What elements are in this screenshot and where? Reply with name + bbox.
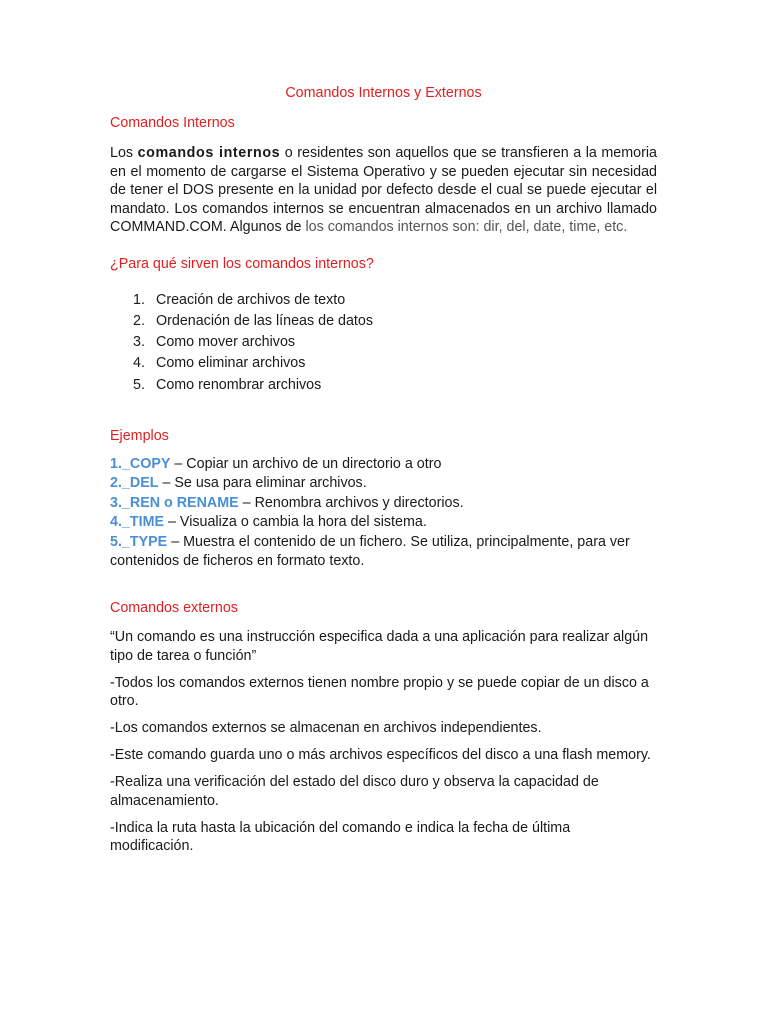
- externos-item: -Este comando guarda uno o más archivos específicos del disco a una flash memory.: [110, 747, 651, 764]
- list-item-number: 1.: [133, 291, 145, 308]
- heading-comandos-externos: Comandos externos: [110, 600, 238, 617]
- list-item: [110, 311, 657, 332]
- paragraph-comandos-internos: [110, 144, 657, 237]
- list-item: [110, 353, 657, 374]
- example-description: – Copiar un archivo de un directorio a otro: [170, 455, 442, 472]
- list-item: [110, 375, 657, 396]
- document-title: Comandos Internos y Externos: [285, 85, 482, 101]
- example-description: – Se usa para eliminar archivos.: [158, 475, 367, 492]
- externos-item: -Realiza una verificación del estado del disco duro y observa la capacidad de almacenamiento.: [110, 774, 599, 809]
- list-item-text: Como mover archivos: [156, 334, 296, 351]
- list-item-number: 4.: [133, 355, 145, 372]
- list-item-number: 3.: [133, 334, 145, 351]
- heading-para-que-sirven: ¿Para qué sirven los comandos internos?: [110, 255, 374, 272]
- example-description: – Renombra archivos y directorios.: [238, 494, 464, 511]
- list-item: [110, 332, 657, 353]
- examples-list: [110, 455, 657, 571]
- example-description: – Visualiza o cambia la hora del sistema.: [164, 514, 427, 531]
- example-item: [110, 474, 657, 493]
- list-item-text: Ordenación de las líneas de datos: [156, 312, 373, 329]
- example-command: 2._DEL: [110, 475, 159, 492]
- externos-item: -Los comandos externos se almacenan en archivos independientes.: [110, 720, 542, 737]
- heading-comandos-internos: Comandos Internos: [110, 115, 235, 131]
- externos-item: -Todos los comandos externos tienen nombre propio y se puede copiar de un disco a otro.: [110, 674, 649, 710]
- example-description: – Muestra el contenido de un fichero. Se utiliza, principalmente, para ver contenidos de ficheros en formato texto.: [110, 533, 630, 570]
- intro-prefix: Los: [110, 145, 138, 161]
- quote-definition: “Un comando es una instrucción especifica dada a una aplicación para realizar algún tipo de tarea o función”: [110, 629, 649, 664]
- example-item: [110, 494, 657, 513]
- intro-bold-term: comandos internos: [137, 145, 281, 161]
- intro-rest: o residentes son aquellos que se transfieren a la memoria en el momento de cargarse el Sistema Operativo y se pueden ejecutar sin necesidad de tener el DOS presente en la unidad por defecto desde el cual se puede ejecutar el mandato. Los comandos internos se encuentran almacenados en un archivo llamado COMMAND.COM. Algunos de: [110, 145, 657, 235]
- example-command: 4._TIME: [110, 514, 165, 531]
- list-item-number: 5.: [133, 376, 145, 393]
- list-item-text: Como eliminar archivos: [156, 355, 306, 372]
- intro-tail: los comandos internos son: dir, del, date, time, etc.: [305, 219, 628, 235]
- example-command: 1._COPY: [110, 455, 171, 472]
- example-item: [110, 513, 657, 532]
- example-command: 3._REN o RENAME: [110, 494, 239, 511]
- heading-ejemplos: Ejemplos: [110, 427, 169, 444]
- example-command: 5._TYPE: [110, 533, 168, 550]
- uses-list: [110, 290, 657, 396]
- document-page: [110, 84, 657, 856]
- example-item: [110, 533, 657, 572]
- externos-item: -Indica la ruta hasta la ubicación del comando e indica la fecha de última modificación.: [110, 819, 571, 855]
- list-item: [110, 290, 657, 311]
- list-item-text: Como renombrar archivos: [156, 376, 322, 393]
- list-item-text: Creación de archivos de texto: [156, 291, 346, 308]
- list-item-number: 2.: [133, 312, 145, 329]
- example-item: [110, 455, 657, 474]
